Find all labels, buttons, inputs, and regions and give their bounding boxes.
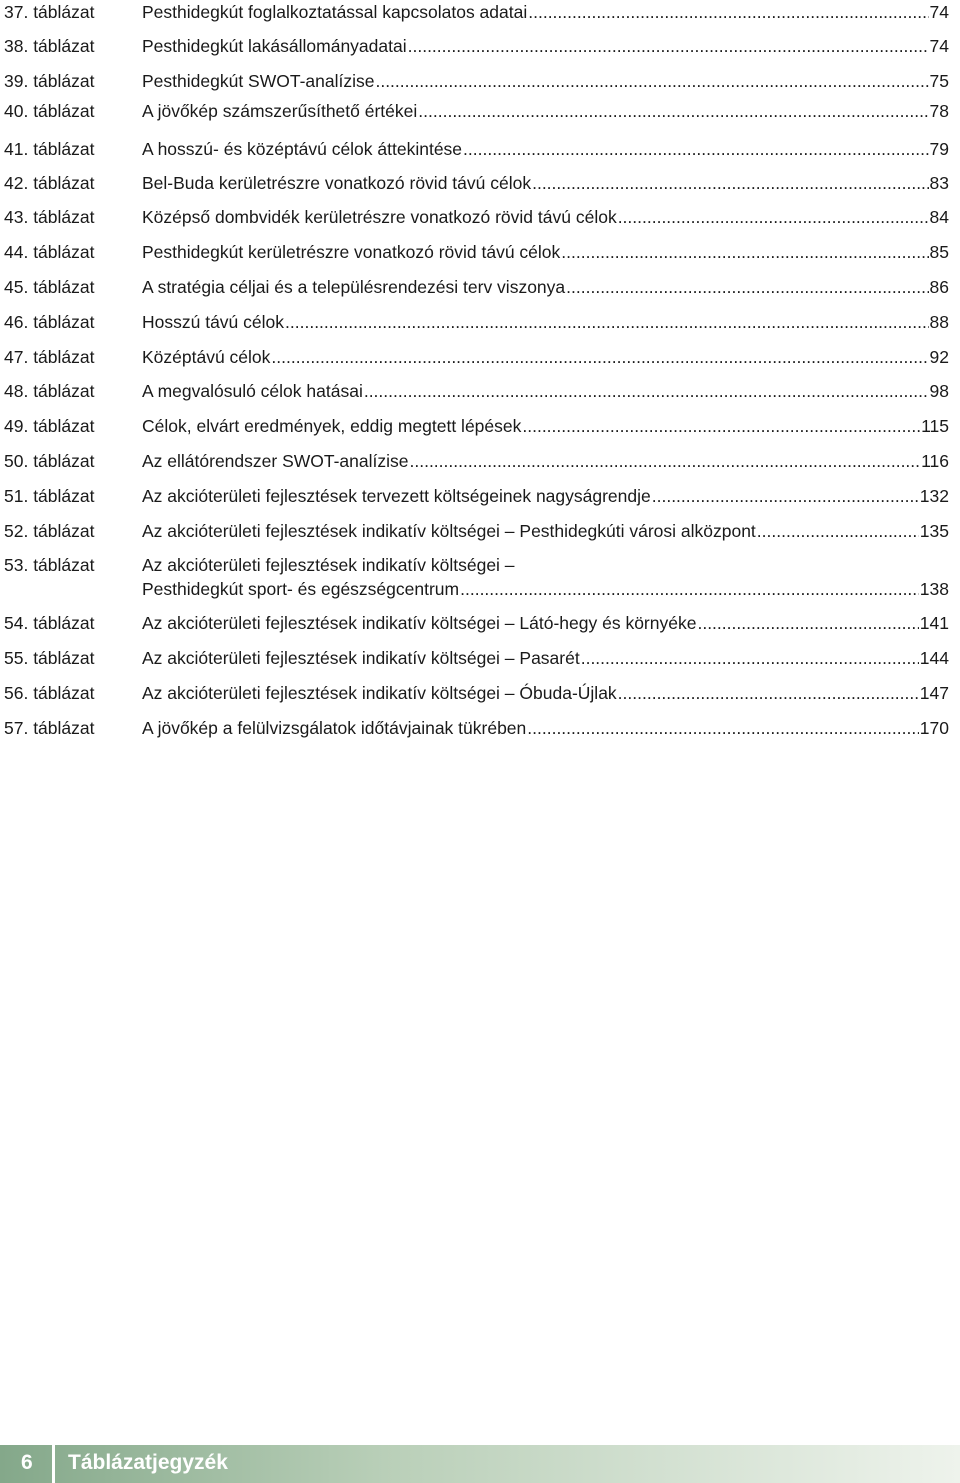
toc-entry-number: 50. táblázat [4, 451, 95, 471]
dot-leader [364, 379, 929, 403]
toc-entry-number: 51. táblázat [4, 486, 95, 506]
toc-entry-page: 86 [929, 277, 949, 297]
toc-entry-page: 147 [919, 683, 949, 703]
toc-entry-title: Bel-Buda kerületrészre vonatkozó rövid távú célok [142, 173, 532, 193]
dot-leader [285, 310, 929, 334]
toc-entry-page: 92 [929, 347, 949, 367]
toc-entry-number: 44. táblázat [4, 242, 95, 262]
toc-entry-page: 74 [929, 2, 949, 22]
toc-entry-page: 138 [919, 579, 949, 599]
dot-leader [460, 577, 919, 601]
toc-entry-number: 41. táblázat [4, 139, 95, 159]
dot-leader [532, 171, 928, 195]
dot-leader [271, 345, 928, 369]
dot-leader [463, 137, 928, 161]
toc-entry-page: 170 [919, 718, 949, 738]
toc-entry-number: 54. táblázat [4, 613, 95, 633]
toc-entry-title: Az akcióterületi fejlesztések indikatív költségei – Pasarét [142, 648, 580, 668]
toc-entry-title: A stratégia céljai és a településrendezési terv viszonya [142, 277, 566, 297]
toc-entry-title: Az akcióterületi fejlesztések tervezett költségeinek nagyságrendje [142, 486, 651, 506]
toc-entry-number: 42. táblázat [4, 173, 95, 193]
toc-entry-number: 48. táblázat [4, 381, 95, 401]
toc-entry-page: 141 [919, 613, 949, 633]
dot-leader [561, 240, 928, 264]
toc-entry-number: 39. táblázat [4, 71, 95, 91]
toc-entry-title: A hosszú- és középtávú célok áttekintése [142, 139, 463, 159]
toc-entry-title: Az akcióterületi fejlesztések indikatív költségei – Látó-hegy és környéke [142, 613, 697, 633]
dot-leader [408, 34, 929, 58]
toc-entry-page: 144 [919, 648, 949, 668]
toc-entry-page: 135 [919, 521, 949, 541]
dot-leader [528, 0, 928, 24]
toc-entry-number: 40. táblázat [4, 101, 95, 121]
toc-entry-title: Középső dombvidék kerületrészre vonatkozó rövid távú célok [142, 207, 617, 227]
toc-entry-page: 79 [929, 139, 949, 159]
toc-entry-title: Az ellátórendszer SWOT-analízise [142, 451, 409, 471]
dot-leader [375, 69, 928, 93]
toc-entry-title: Pesthidegkút foglalkoztatással kapcsolatos adatai [142, 2, 528, 22]
toc-entry-number: 52. táblázat [4, 521, 95, 541]
toc-entry-title: A jövőkép számszerűsíthető értékei [142, 101, 418, 121]
toc-entry-number: 47. táblázat [4, 347, 95, 367]
toc-entry-title: Az akcióterületi fejlesztések indikatív költségei – Pesthidegkúti városi alközpont [142, 521, 756, 541]
dot-leader [618, 205, 929, 229]
dot-leader [581, 646, 919, 670]
toc-entry-title: A megvalósuló célok hatásai [142, 381, 363, 401]
toc-entry-title: Hosszú távú célok [142, 312, 285, 332]
toc-entry-page: 74 [929, 36, 949, 56]
dot-leader [697, 611, 918, 635]
dot-leader [410, 449, 921, 473]
toc-entry-title: Középtávú célok [142, 347, 271, 367]
toc-entry-title-line1: Az akcióterületi fejlesztések indikatív költségei – [142, 555, 515, 575]
dot-leader [618, 681, 919, 705]
toc-entry-page: 84 [929, 207, 949, 227]
dot-leader [566, 275, 928, 299]
dot-leader [522, 414, 920, 438]
toc-entry-title: Célok, elvárt eredmények, eddig megtett lépések [142, 416, 522, 436]
toc-entry-title: Pesthidegkút sport- és egészségcentrum [142, 579, 460, 599]
toc-entry-page: 98 [929, 381, 949, 401]
toc-entry-number: 56. táblázat [4, 683, 95, 703]
toc-entry-title: A jövőkép a felülvizsgálatok időtávjainak tükrében [142, 718, 527, 738]
toc-entry-page: 75 [929, 71, 949, 91]
toc-entry-number: 37. táblázat [4, 2, 95, 22]
toc-entry-number: 55. táblázat [4, 648, 95, 668]
dot-leader [757, 519, 919, 543]
toc-entry-page: 132 [919, 486, 949, 506]
toc-entry-title: Pesthidegkút SWOT-analízise [142, 71, 375, 91]
toc-entry-number: 57. táblázat [4, 718, 95, 738]
toc-entry-number: 46. táblázat [4, 312, 95, 332]
dot-leader [418, 99, 928, 123]
toc-entry-page: 78 [929, 101, 949, 121]
toc-entry-page: 85 [929, 242, 949, 262]
footer-page-number: 6 [21, 1451, 33, 1474]
toc-entry-page: 115 [921, 416, 949, 436]
toc-entry-title: Pesthidegkút kerületrészre vonatkozó rövid távú célok [142, 242, 561, 262]
footer-section-title: Táblázatjegyzék [68, 1451, 228, 1474]
toc-entry-title: Az akcióterületi fejlesztések indikatív költségei – Óbuda-Újlak [142, 683, 617, 703]
toc-entry-page: 88 [929, 312, 949, 332]
dot-leader [527, 716, 919, 740]
footer-divider [52, 1445, 55, 1483]
dot-leader [652, 484, 919, 508]
toc-entry-number: 49. táblázat [4, 416, 95, 436]
toc-entry-page: 83 [929, 173, 949, 193]
toc-entry-number: 53. táblázat [4, 555, 95, 575]
toc-entry-number: 43. táblázat [4, 207, 95, 227]
toc-entry-number: 45. táblázat [4, 277, 95, 297]
toc-entry-title: Pesthidegkút lakásállományadatai [142, 36, 407, 56]
toc-entry-page: 116 [921, 451, 949, 471]
toc-entry-number: 38. táblázat [4, 36, 95, 56]
